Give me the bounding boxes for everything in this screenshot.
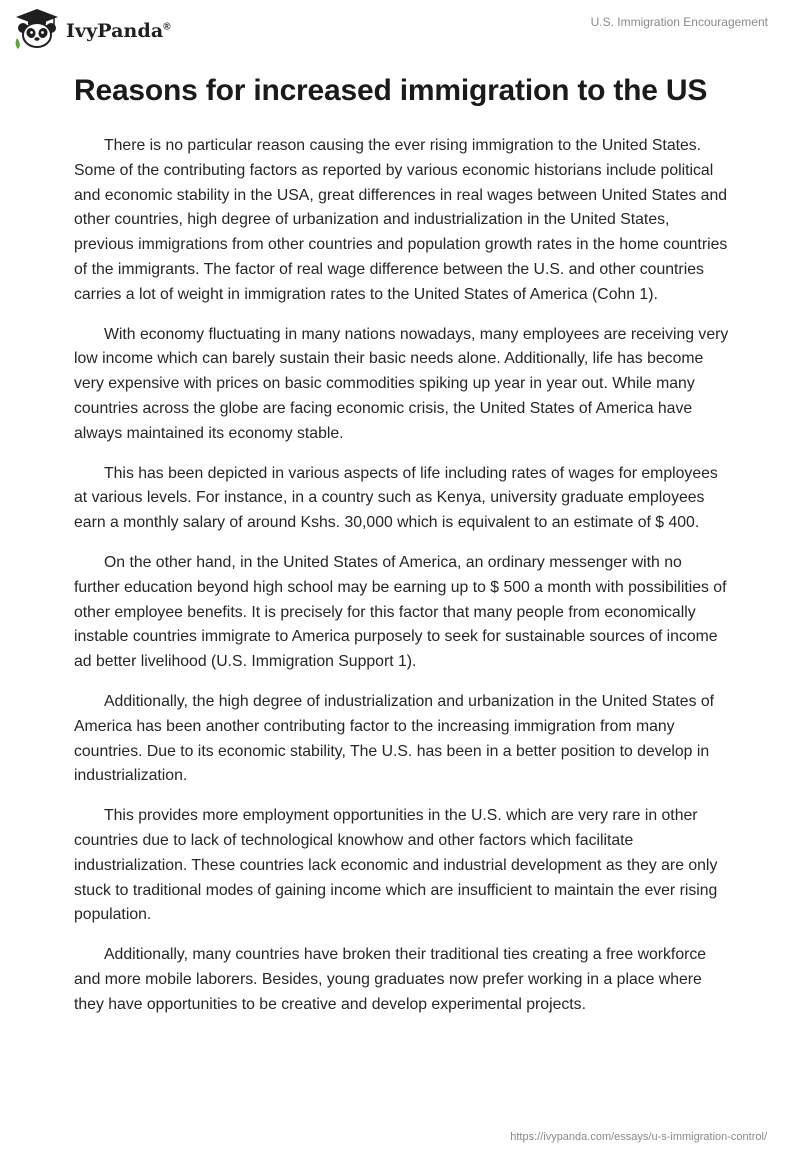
- document-title: U.S. Immigration Encouragement: [590, 15, 768, 29]
- page-header: [0, 0, 800, 70]
- paragraph: This provides more employment opportunities in the U.S. which are very rare in other countries due to lack of technological knowhow and other factors which facilitate industrialization. These countries lack economic and industrial development as they are only stuck to traditional modes of gaining income which are insufficient to maintain the ever rising population.: [74, 807, 718, 924]
- paragraph: Additionally, the high degree of industrialization and urbanization in the United States of America has been another contributing factor to the increasing immigration from many countries. Due to its economic stability, The U.S. has been in a better position to develop in industrialization.: [74, 692, 715, 785]
- paragraph: Additionally, many countries have broken their traditional ties creating a free workforce and more mobile laborers. Besides, young graduates now prefer working in a place where they have opportunities to be creative and develop experimental projects.: [74, 946, 707, 1013]
- paragraph: This has been depicted in various aspects of life including rates of wages for employees at various levels. For instance, in a country such as Kenya, university graduate employees earn a monthly salary of around Kshs. 30,000 which is equivalent to an estimate of $ 400.: [74, 464, 718, 532]
- page-title: Reasons for increased immigration to the US: [74, 74, 708, 107]
- source-url[interactable]: https://ivypanda.com/essays/u-s-immigration-control/: [510, 1131, 767, 1143]
- brand-name: IvyPanda®: [66, 20, 171, 42]
- article-body: [74, 134, 729, 1033]
- paragraph: On the other hand, in the United States of America, an ordinary messenger with no further education beyond high school may be earning up to $ 500 a month with possibilities of other employee benefits. It is precisely for this factor that many people from economically instable countries immigrate to America purposely to seek for sustainable sources of income ad better livelihood (U.S. Immigration Support 1).: [74, 553, 727, 671]
- paragraph: There is no particular reason causing the ever rising immigration to the United States. Some of the contributing factors as reported by various economic historians include political and economic stability in the USA, great differences in real wages between United States and other countries, high degree of urbanization and industrialization in the United States, previous immigrations from other countries and population growth rates in the home countries of the immigrants. The factor of real wage difference between the U.S. and other countries carries a lot of weight in immigration rates to the United States of America (Cohn 1).: [74, 137, 728, 303]
- paragraph: With economy fluctuating in many nations nowadays, many employees are receiving very low income which can barely sustain their basic needs alone. Additionally, life has become very expensive with prices on basic commodities spiking up year in year out. While many countries across the globe are facing economic crisis, the United States of America have always maintained its economy stable.: [74, 325, 729, 442]
- panda-graduate-icon: [14, 8, 60, 50]
- ivypanda-logo[interactable]: [14, 8, 171, 50]
